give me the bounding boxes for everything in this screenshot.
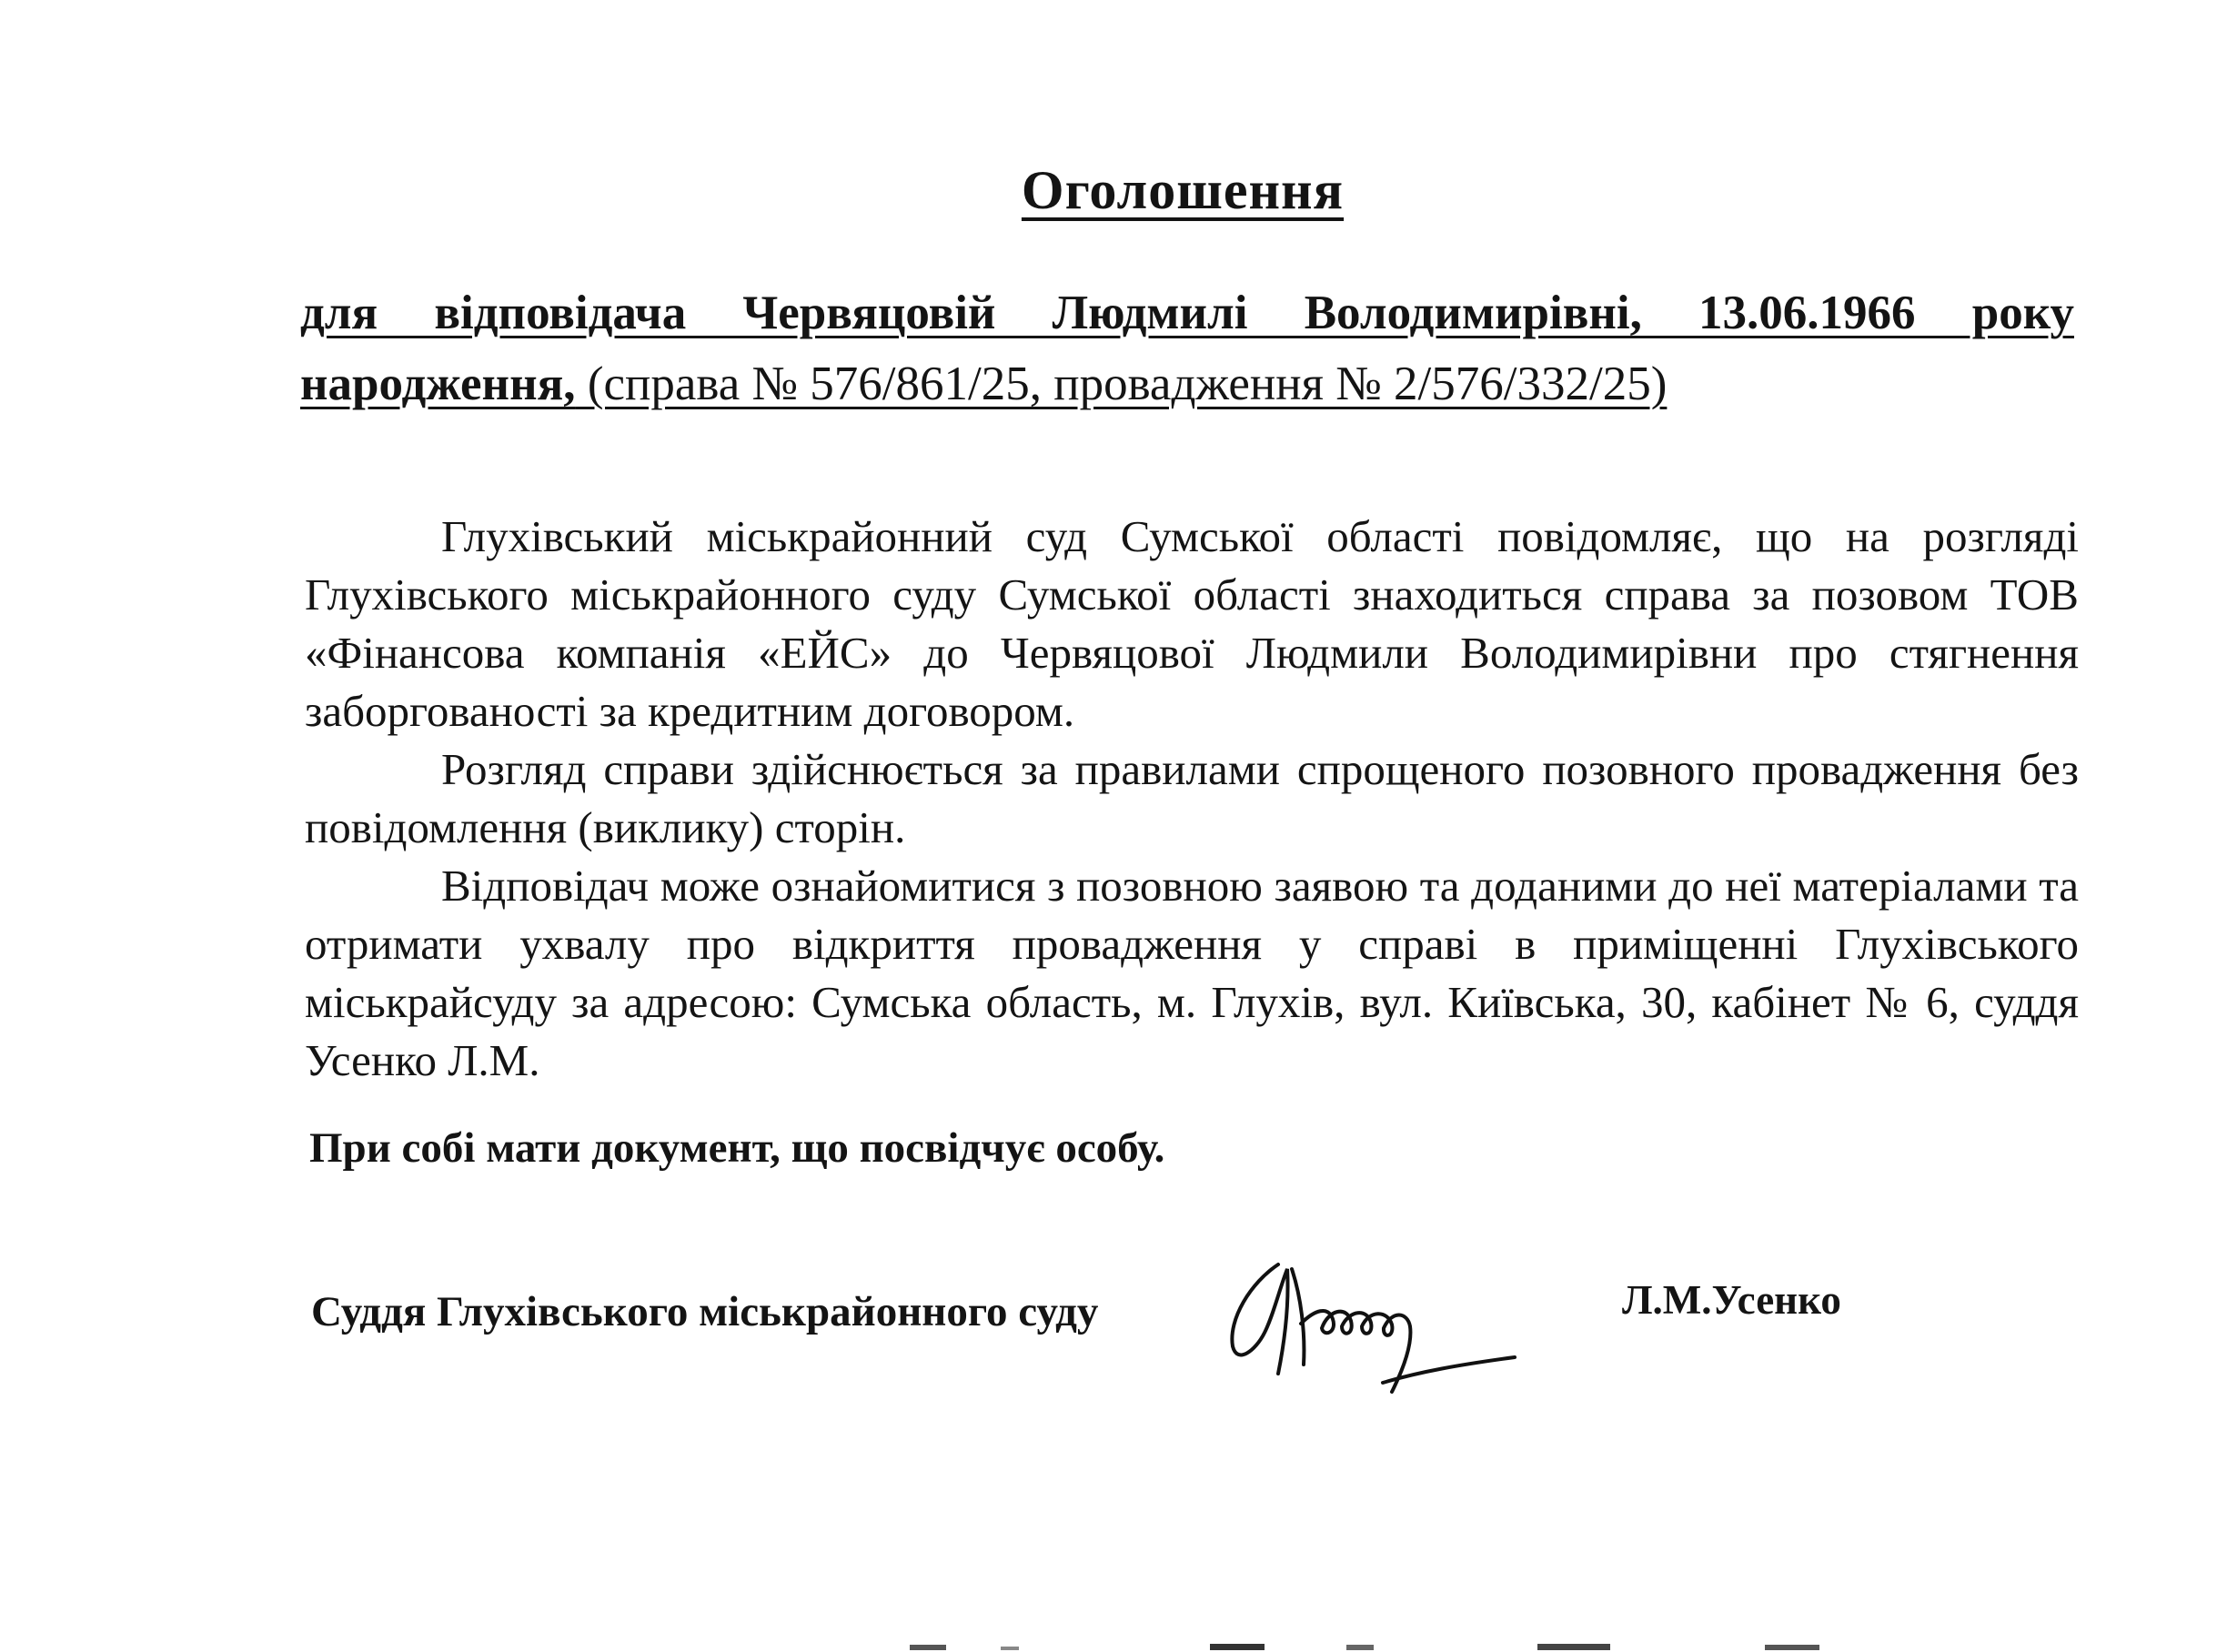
body-paragraph: Розгляд справи здійснюється за правилами спрощеного позовного провадження без повідомлення (виклику) сторін. — [305, 744, 2079, 852]
document-subject — [300, 277, 2074, 419]
handwritten-signature-icon — [1214, 1246, 1533, 1405]
signature-title: Суддя Глухівського міськрайонного суду — [311, 1288, 1099, 1335]
id-document-notice: При собі мати документ, що посвідчує особу. — [309, 1124, 1165, 1172]
document-title: Оголошення — [1021, 160, 1345, 220]
subject-respondent: для відповідача Червяцовій Людмилі Володимирівні, 13.06.1966 року народження, — [300, 287, 2074, 410]
subject-case-numbers: (справа № 576/861/25, провадження № 2/576/332/25) — [575, 358, 1668, 410]
signature-name: Л.М.Усенко — [1622, 1277, 1841, 1323]
document-body — [305, 508, 2079, 1090]
body-paragraph: Глухівський міськрайонний суд Сумської області повідомляє, що на розгляді Глухівського міськрайонного суду Сумської області знаходиться справа за позовом ТОВ «Фінансова компанія «ЕЙС» до Червяцової Людмили Володимирівни про стягнення заборгованості за кредитним договором. — [305, 511, 2079, 736]
scan-edge-marks — [910, 1643, 1865, 1652]
body-paragraph: Відповідач може ознайомитися з позовною заявою та доданими до неї матеріалами та отримати ухвалу про відкриття провадження у справі в приміщенні Глухівського міськрайсуду за адресою: Сумська область, м. Глухів, вул. Київська, 30, кабінет № 6, суддя Усенко Л.М. — [305, 861, 2079, 1085]
